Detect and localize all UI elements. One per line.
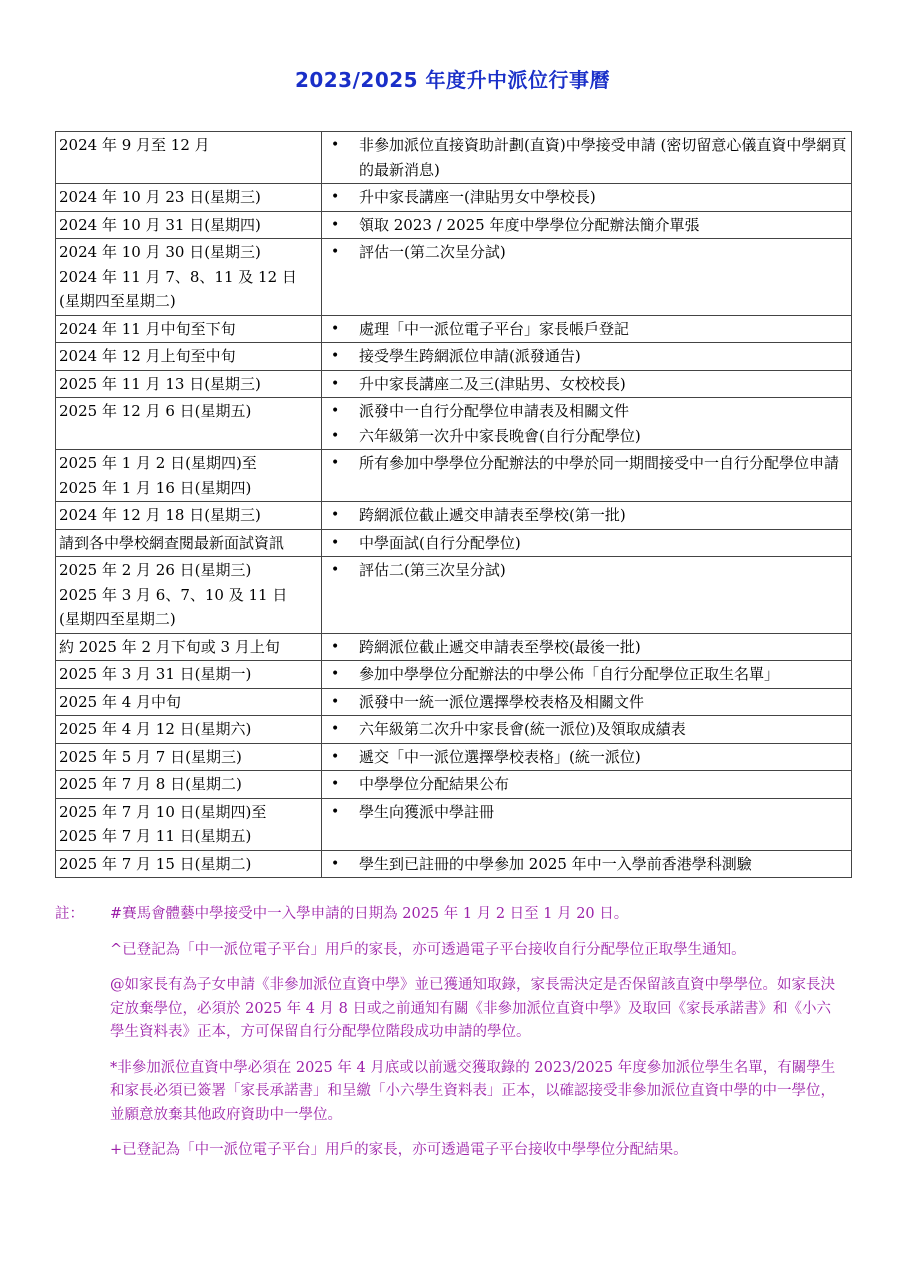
event-list <box>325 240 847 265</box>
date-line: 2024 年 11 月中旬至下旬 <box>59 319 236 338</box>
date-cell <box>56 661 322 689</box>
event-item: • 六年級第二次升中家長會(統一派位)及領取成績表 <box>347 717 847 742</box>
event-item: • 參加中學學位分配辦法的中學公佈「自行分配學位正取生名單」 <box>347 662 847 687</box>
date-cell <box>56 633 322 661</box>
event-cell <box>322 343 852 371</box>
event-list <box>325 531 847 556</box>
event-list <box>325 213 847 238</box>
date-cell <box>56 743 322 771</box>
event-list <box>325 690 847 715</box>
event-cell <box>322 557 852 634</box>
table-row <box>56 716 852 744</box>
date-line: (星期四至星期二) <box>59 292 176 310</box>
event-item: • 升中家長講座一(津貼男女中學校長) <box>347 185 847 210</box>
event-item: • 跨網派位截止遞交申請表至學校(第一批) <box>347 503 847 528</box>
event-item: • 派發中一統一派位選擇學校表格及相關文件 <box>347 690 847 715</box>
event-item: • 中學學位分配結果公布 <box>347 772 847 797</box>
event-cell <box>322 184 852 212</box>
table-row <box>56 633 852 661</box>
notes-body <box>110 903 845 1175</box>
table-row <box>56 743 852 771</box>
date-line: 2025 年 7 月 11 日(星期五) <box>59 827 252 845</box>
notes-label: 註： <box>55 906 84 922</box>
date-line: 2025 年 3 月 6、7、10 及 11 日 <box>59 585 288 604</box>
event-item: • 學生到已註冊的中學參加 2025 年中一入學前香港學科測驗 <box>347 852 847 877</box>
table-row <box>56 184 852 212</box>
table-row <box>56 771 852 799</box>
event-cell <box>322 239 852 316</box>
table-row <box>56 343 852 371</box>
table-row <box>56 688 852 716</box>
date-line: 2025 年 3 月 31 日(星期一) <box>59 665 252 683</box>
event-cell <box>322 716 852 744</box>
event-list <box>325 772 847 797</box>
date-line: 2024 年 12 月上旬至中旬 <box>59 347 236 365</box>
event-cell <box>322 771 852 799</box>
event-list <box>325 662 847 687</box>
date-cell <box>56 132 322 184</box>
event-cell <box>322 850 852 878</box>
date-cell <box>56 557 322 634</box>
event-item: • 派發中一自行分配學位申請表及相關文件 <box>347 399 847 424</box>
event-item: • 學生向獲派中學註冊 <box>347 800 847 825</box>
event-item: • 六年級第一次升中家長晚會(自行分配學位) <box>347 424 847 449</box>
table-row <box>56 850 852 878</box>
event-list <box>325 399 847 448</box>
notes-section <box>55 903 845 1175</box>
table-row <box>56 132 852 184</box>
date-cell <box>56 450 322 502</box>
date-line: 請到各中學校網查閱最新面試資訊 <box>59 533 285 552</box>
date-cell <box>56 502 322 530</box>
date-cell <box>56 239 322 316</box>
event-list <box>325 451 847 476</box>
date-line: 2025 年 2 月 26 日(星期三) <box>59 561 252 579</box>
event-cell <box>322 529 852 557</box>
event-list <box>325 558 847 583</box>
date-line: 2025 年 4 月 12 日(星期六) <box>59 720 252 738</box>
table-row <box>56 502 852 530</box>
event-list <box>325 852 847 877</box>
table-row <box>56 529 852 557</box>
date-line: 2025 年 1 月 16 日(星期四) <box>59 478 252 497</box>
event-cell <box>322 450 852 502</box>
event-list <box>325 800 847 825</box>
date-cell <box>56 529 322 557</box>
event-item: • 領取 2023 / 2025 年度中學學位分配辦法簡介單張 <box>347 213 847 238</box>
event-cell <box>322 315 852 343</box>
event-cell <box>322 370 852 398</box>
note-item: *非參加派位直資中學必須在 2025 年 4 月底或以前遞交獲取錄的 2023/2025 年度參加派位學生名單，有關學生和家長必須已簽署「家長承諾書」和呈繳「小六學生資料表」正本，以確認接受非參加派位直資中學的中一學位，並願意放棄其他政府資助中一學位。 <box>110 1059 836 1123</box>
table-row <box>56 370 852 398</box>
date-line: 2025 年 11 月 13 日(星期三) <box>59 374 261 393</box>
note-item: +已登記為「中一派位電子平台」用戶的家長，亦可透過電子平台接收中學學位分配結果。 <box>110 1142 688 1158</box>
event-item: • 處理「中一派位電子平台」家長帳戶登記 <box>347 317 847 342</box>
event-item: • 中學面試(自行分配學位) <box>347 531 847 556</box>
event-list <box>325 717 847 742</box>
event-list <box>325 185 847 210</box>
table-row <box>56 315 852 343</box>
event-list <box>325 745 847 770</box>
event-item: • 接受學生跨網派位申請(派發通告) <box>347 344 847 369</box>
event-list <box>325 372 847 397</box>
event-cell <box>322 661 852 689</box>
date-line: 2024 年 12 月 18 日(星期三) <box>59 506 261 524</box>
event-list <box>325 635 847 660</box>
event-list <box>325 344 847 369</box>
date-line: 2025 年 12 月 6 日(星期五) <box>59 402 252 420</box>
note-item: ^已登記為「中一派位電子平台」用戶的家長，亦可透過電子平台接收自行分配學位正取學生通知。 <box>110 941 746 958</box>
date-line: 2024 年 9 月至 12 月 <box>59 136 210 154</box>
date-cell <box>56 211 322 239</box>
event-item: • 評估二(第三次呈分試) <box>347 558 847 583</box>
date-cell <box>56 798 322 850</box>
event-cell <box>322 502 852 530</box>
table-row <box>56 398 852 450</box>
table-row <box>56 798 852 850</box>
table-row <box>56 661 852 689</box>
event-item: • 非參加派位直接資助計劃(直資)中學接受申請 (密切留意心儀直資中學網頁的最新消息) <box>347 133 847 182</box>
event-item: • 評估一(第二次呈分試) <box>347 240 847 265</box>
event-list <box>325 503 847 528</box>
event-cell <box>322 633 852 661</box>
note-item: @如家長有為子女申請《非參加派位直資中學》並已獲通知取錄，家長需決定是否保留該直資中學學位。如家長決定放棄學位，必須於 2025 年 4 月 8 日或之前通知有關《非參加派位直資中學》及取回《家長承諾書》和《小六學生資料表》正本，方可保留自行分配學位階段成功申請的學位。 <box>110 977 835 1040</box>
event-item: • 跨網派位截止遞交申請表至學校(最後一批) <box>347 635 847 660</box>
date-cell <box>56 716 322 744</box>
date-line: (星期四至星期二) <box>59 610 176 628</box>
date-line: 2025 年 7 月 15 日(星期二) <box>59 854 252 873</box>
date-line: 2024 年 10 月 30 日(星期三) <box>59 243 261 261</box>
date-line: 2024 年 11 月 7、8、11 及 12 日 <box>59 267 297 286</box>
event-cell <box>322 743 852 771</box>
date-line: 2025 年 7 月 8 日(星期二) <box>59 775 242 793</box>
date-cell <box>56 343 322 371</box>
event-item: • 升中家長講座二及三(津貼男、女校校長) <box>347 372 847 397</box>
date-cell <box>56 398 322 450</box>
event-item: • 遞交「中一派位選擇學校表格」(統一派位) <box>347 745 847 770</box>
date-cell <box>56 315 322 343</box>
event-list <box>325 317 847 342</box>
page-title: 2023/2025 年度升中派位行事曆 <box>294 68 611 92</box>
date-cell <box>56 370 322 398</box>
date-line: 約 2025 年 2 月下旬或 3 月上旬 <box>59 637 280 656</box>
event-cell <box>322 211 852 239</box>
table-row <box>56 239 852 316</box>
note-item: #賽馬會體藝中學接受中一入學申請的日期為 2025 年 1 月 2 日至 1 月 20 日。 <box>110 906 629 922</box>
date-line: 2024 年 10 月 31 日(星期四) <box>59 215 261 234</box>
event-cell <box>322 398 852 450</box>
schedule-table <box>55 131 852 878</box>
event-cell <box>322 798 852 850</box>
date-line: 2025 年 4 月中旬 <box>59 692 182 711</box>
date-cell <box>56 688 322 716</box>
date-line: 2025 年 1 月 2 日(星期四)至 <box>59 454 257 472</box>
table-row <box>56 211 852 239</box>
event-list <box>325 133 847 182</box>
table-row <box>56 557 852 634</box>
event-cell <box>322 688 852 716</box>
date-line: 2024 年 10 月 23 日(星期三) <box>59 188 261 206</box>
event-item: • 所有參加中學學位分配辦法的中學於同一期間接受中一自行分配學位申請 <box>347 451 847 476</box>
date-cell <box>56 771 322 799</box>
date-line: 2025 年 7 月 10 日(星期四)至 <box>59 802 267 821</box>
date-cell <box>56 184 322 212</box>
table-row <box>56 450 852 502</box>
date-line: 2025 年 5 月 7 日(星期三) <box>59 747 242 766</box>
date-cell <box>56 850 322 878</box>
event-cell <box>322 132 852 184</box>
